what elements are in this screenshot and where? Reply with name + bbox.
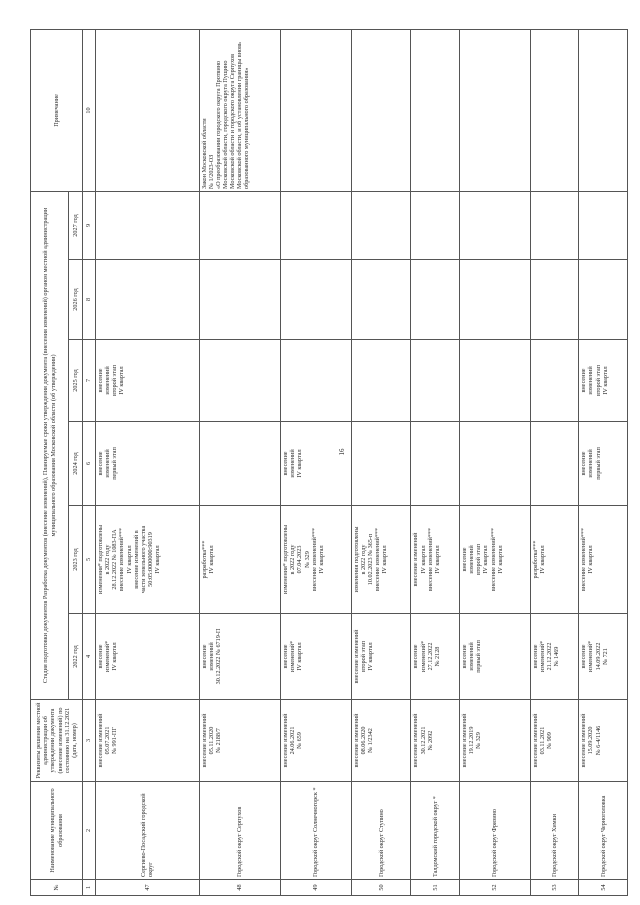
year-2026-cell (199, 260, 281, 340)
planning-table (30, 29, 628, 896)
year-2024-cell (411, 422, 460, 506)
year-2022-cell: внесение изменений первый этап (460, 614, 531, 700)
note-cell: Закон Московской области № 1/2023-ОЗ «О преобразовании городского округа Протвино Московской области, городского округа Пущино Московской области и городского округа Серпухов Московской области, и об установлении границы вновь образованного муниципального образования» (199, 29, 281, 191)
col-number: 2 (83, 782, 96, 880)
header-stage: Стадия подготовки документов Разработка документов (внесение изменений), Планируемые сроки утверждения документа (внесения изменений) органом местной администрации муниципального образования Московской области (об утверждении) (31, 191, 69, 699)
year-2027-cell (411, 191, 460, 259)
year-2025-cell (281, 340, 352, 422)
year-2024-cell (460, 422, 531, 506)
year-2027-cell (460, 191, 531, 259)
year-2024-cell: внесение изменений IV квартал (281, 422, 352, 506)
table-row (411, 29, 460, 895)
year-2022-cell: внесение изменений* 21.12.2022 № 1469 (530, 614, 579, 700)
municipality-name: Городской округ Солнечногорск * (281, 782, 352, 880)
year-2026-cell (530, 260, 579, 340)
year-2025-cell (460, 340, 531, 422)
municipality-name: Городской округ Фрязино (460, 782, 531, 880)
requisites-cell: внесение изменений 15.09.2020 № 6-4/1146 (579, 700, 628, 782)
col-number: 3 (83, 700, 96, 782)
row-number: 50 (351, 880, 411, 896)
document-page (30, 30, 628, 896)
header-requisites: Реквизиты решения местной администрации об утверждении документа (внесение изменений) по состоянию на 31.12.2021 (дата, номер) (31, 700, 83, 782)
col-number: 6 (83, 422, 96, 506)
row-number: 51 (411, 880, 460, 896)
year-2025-cell (199, 340, 281, 422)
table-row (199, 29, 281, 895)
year-2026-cell (411, 260, 460, 340)
year-2024-cell: внесение изменений первый этап (96, 422, 200, 506)
year-2022-cell: внесение изменений второй этап IV квартал (351, 614, 411, 700)
year-2023-cell: разработка*** IV квартал (199, 506, 281, 614)
year-2026-cell (351, 260, 411, 340)
year-2022-cell: внесение изменений* 27.12.2022 № 2128 (411, 614, 460, 700)
municipality-name: Городской округ Черноголовка (579, 782, 628, 880)
municipality-name: Городской округ Химки (530, 782, 579, 880)
year-2023-cell: изменения подготовлены в 2022 году 10.02.2023 № 365-п внесение изменений*** IV квартал (351, 506, 411, 614)
note-cell (579, 29, 628, 191)
row-number: 52 (460, 880, 531, 896)
rotated-table-wrapper (30, 30, 628, 896)
year-2026-cell (579, 260, 628, 340)
year-2027-cell (96, 191, 200, 259)
requisites-cell: внесение изменений 08.06.2020 № 1/2342 (351, 700, 411, 782)
col-number: 10 (83, 29, 96, 191)
page-number: 16 (338, 448, 346, 456)
row-number: 53 (530, 880, 579, 896)
note-cell (281, 29, 352, 191)
year-2026-cell (96, 260, 200, 340)
municipality-name: Сергиево-Посадский городской округ (96, 782, 200, 880)
note-cell (530, 29, 579, 191)
year-2023-cell: внесение изменений второй этап IV квартал внесение изменений*** IV квартал (460, 506, 531, 614)
year-2025-cell: внесение изменений второй этап IV квартал (96, 340, 200, 422)
year-2025-cell (530, 340, 579, 422)
year-2025-cell (411, 340, 460, 422)
requisites-cell: внесение изменений 19.12.2019 № 329 (460, 700, 531, 782)
year-2023-cell: внесение изменений*** IV квартал (579, 506, 628, 614)
note-cell (460, 29, 531, 191)
note-cell (96, 29, 200, 191)
year-2026-cell (460, 260, 531, 340)
municipality-name: Городской округ Ступино (351, 782, 411, 880)
col-number: 7 (83, 340, 96, 422)
header-no: № (31, 880, 83, 896)
col-number: 8 (83, 260, 96, 340)
col-number: 1 (83, 880, 96, 896)
note-cell (411, 29, 460, 191)
col-number: 4 (83, 614, 96, 700)
year-2023-cell: изменения* подготовлены в 2022 году 28.12.2022 № 1083-ПА внесение изменений*** IV квартал внесение изменений в части земельного участка 50:05:0000000:90319 IV квартал (96, 506, 200, 614)
year-2027-cell (199, 191, 281, 259)
year-2026-cell (281, 260, 352, 340)
year-2022-cell: внесение изменений 30.12.2022 № 6719-П (199, 614, 281, 700)
header-year-2027: 2027 год (69, 191, 83, 259)
table-row (530, 29, 579, 895)
requisites-cell: внесение изменений 05.07.2021 № 991-ПГ (96, 700, 200, 782)
row-number: 48 (199, 880, 281, 896)
municipality-name: Городской округ Серпухов (199, 782, 281, 880)
col-number: 9 (83, 191, 96, 259)
year-2027-cell (281, 191, 352, 259)
requisites-cell: внесение изменений 24.06.2021 № 659 (281, 700, 352, 782)
col-number: 5 (83, 506, 96, 614)
header-year-2022: 2022 год (69, 614, 83, 700)
header-year-2023: 2023 год (69, 506, 83, 614)
year-2027-cell (579, 191, 628, 259)
header-year-2025: 2025 год (69, 340, 83, 422)
table-row (96, 29, 200, 895)
year-2023-cell: внесение изменений IV квартал внесение изменений*** IV квартал (411, 506, 460, 614)
year-2022-cell: внесение изменений* IV квартал (96, 614, 200, 700)
year-2027-cell (530, 191, 579, 259)
row-number: 49 (281, 880, 352, 896)
requisites-cell: внесение изменений 30.12.2021 № 2092 (411, 700, 460, 782)
year-2027-cell (351, 191, 411, 259)
header-note: Примечание (31, 29, 83, 191)
year-2025-cell (351, 340, 411, 422)
table-row (579, 29, 628, 895)
year-2024-cell (199, 422, 281, 506)
table-row (281, 29, 352, 895)
header-year-2024: 2024 год (69, 422, 83, 506)
table-row (460, 29, 531, 895)
year-2024-cell: внесение изменений первый этап (579, 422, 628, 506)
header-year-2026: 2026 год (69, 260, 83, 340)
requisites-cell: внесение изменений 03.11.2021 № 909 (530, 700, 579, 782)
municipality-name: Талдомский городской округ * (411, 782, 460, 880)
row-number: 54 (579, 880, 628, 896)
year-2023-cell: изменения* подготовлены в 2022 году 07.04.2023 № 329 внесение изменений*** IV квартал (281, 506, 352, 614)
year-2024-cell (351, 422, 411, 506)
note-cell (351, 29, 411, 191)
year-2022-cell: внесение изменений* IV квартал (281, 614, 352, 700)
year-2024-cell (530, 422, 579, 506)
row-number: 47 (96, 880, 200, 896)
requisites-cell: внесение изменений 05.11.2020 № 2188/7 (199, 700, 281, 782)
year-2025-cell: внесение изменений второй этап IV квартал (579, 340, 628, 422)
table-row (351, 29, 411, 895)
year-2023-cell: разработка*** IV квартал (530, 506, 579, 614)
year-2022-cell: внесение изменений* 14.09.2022 № 721 (579, 614, 628, 700)
header-name: Наименование муниципального образования (31, 782, 83, 880)
